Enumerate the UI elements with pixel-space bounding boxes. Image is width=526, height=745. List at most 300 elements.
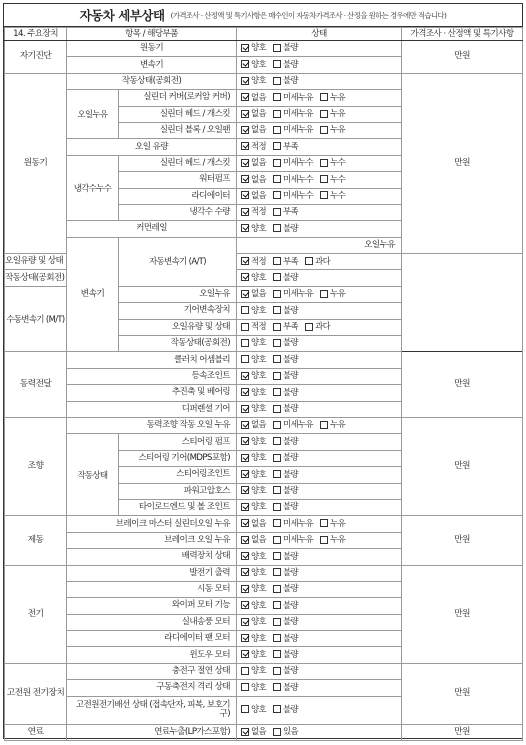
checked-box-icon[interactable] (241, 437, 249, 445)
option-leak[interactable]: 누유 (320, 534, 345, 545)
form-title-bar (4, 4, 522, 27)
option-good[interactable]: 양호 (241, 704, 266, 715)
status-el-generator (237, 565, 402, 581)
option-good[interactable]: 양호 (241, 551, 266, 562)
checkbox-icon[interactable] (273, 273, 281, 281)
section-self-diagnosis: 자기진단 (5, 41, 67, 74)
option-proper[interactable]: 적정 (241, 141, 266, 152)
checkbox-icon[interactable] (273, 437, 281, 445)
option-leak[interactable]: 누유 (320, 518, 345, 529)
option-bad[interactable]: 불량 (273, 583, 298, 594)
status-pw-diff (237, 401, 402, 417)
checkbox-icon[interactable] (320, 175, 328, 183)
item-br-master: 브레이크 마스터 실린더오일 누유 (67, 516, 237, 532)
checkbox-icon[interactable] (305, 323, 313, 331)
option-bad[interactable]: 불량 (273, 567, 298, 578)
option-bad[interactable]: 불량 (273, 665, 298, 676)
item-en-oil-level: 오일 유량 (67, 139, 237, 155)
status-st-hose (237, 483, 402, 499)
option-none[interactable]: 없음 (241, 157, 266, 168)
option-good[interactable]: 양호 (241, 600, 266, 611)
checked-box-icon[interactable] (241, 44, 249, 52)
checkbox-icon[interactable] (273, 585, 281, 593)
checked-box-icon[interactable] (241, 257, 249, 265)
form-title-note: (가격조사 · 산정액 및 특기사항은 매수인이 자동차가격조사 · 산정을 원하는 경우에만 적습니다) (170, 10, 447, 20)
checkbox-icon[interactable] (273, 405, 281, 413)
checked-box-icon[interactable] (241, 208, 249, 216)
item-pw-cv-joint: 등속조인트 (67, 368, 237, 384)
checked-box-icon[interactable] (241, 552, 249, 560)
option-bad[interactable]: 불량 (273, 305, 298, 316)
item-el-generator: 발전기 출력 (67, 565, 237, 581)
option-bad[interactable]: 불량 (273, 59, 298, 70)
option-good[interactable]: 양호 (241, 305, 266, 316)
item-el-blower: 실내송풍 모터 (67, 614, 237, 630)
checkbox-icon[interactable] (273, 93, 281, 101)
checked-box-icon[interactable] (241, 290, 249, 298)
checked-box-icon[interactable] (241, 454, 249, 462)
checked-box-icon[interactable] (241, 486, 249, 494)
option-none[interactable]: 없음 (241, 190, 266, 201)
checked-box-icon[interactable] (241, 60, 249, 68)
checked-box-icon[interactable] (241, 77, 249, 85)
option-good[interactable]: 양호 (241, 501, 266, 512)
status-mt-oil-level (237, 319, 402, 335)
option-good[interactable]: 양호 (241, 337, 266, 348)
item-en-operation: 작동상태(공회전) (67, 73, 237, 89)
status-st-pump (237, 434, 402, 450)
option-bad[interactable]: 불량 (273, 600, 298, 611)
item-fu-leak: 연료누출(LP가스포함) (67, 724, 237, 740)
checkbox-icon[interactable] (273, 503, 281, 511)
item-en-cyl-head-oil: 실린더 헤드 / 개스킷 (119, 106, 237, 122)
price-power[interactable]: 만원 (402, 352, 523, 418)
option-proper[interactable]: 적정 (241, 206, 266, 217)
checkbox-icon[interactable] (273, 634, 281, 642)
option-coolant-leak[interactable]: 누수 (320, 190, 345, 201)
item-sd-engine: 원동기 (67, 41, 237, 57)
option-none[interactable]: 없음 (241, 124, 266, 135)
checkbox-icon[interactable] (320, 421, 328, 429)
checked-box-icon[interactable] (241, 142, 249, 150)
checked-box-icon[interactable] (241, 470, 249, 478)
checkbox-icon[interactable] (320, 519, 328, 527)
status-el-window (237, 647, 402, 663)
option-bad[interactable]: 불량 (273, 337, 298, 348)
checked-box-icon[interactable] (241, 224, 249, 232)
checkbox-icon[interactable] (273, 667, 281, 675)
option-proper[interactable]: 적정 (241, 321, 266, 332)
checkbox-icon[interactable] (320, 290, 328, 298)
option-leak[interactable]: 누유 (320, 92, 345, 103)
checkbox-icon[interactable] (273, 175, 281, 183)
checked-box-icon[interactable] (241, 601, 249, 609)
item-at-oil-leak: 오일누유 (237, 237, 402, 253)
option-good[interactable]: 양호 (241, 403, 266, 414)
item-st-pump: 스티어링 펌프 (119, 434, 237, 450)
item-hv-battery: 구동축전지 격리 상태 (67, 680, 237, 696)
subgroup-coolant-leak: 냉각수누수 (67, 155, 119, 221)
status-st-joint (237, 467, 402, 483)
option-good[interactable]: 양호 (241, 616, 266, 627)
option-bad[interactable]: 불량 (273, 387, 298, 398)
status-hv-wiring (237, 696, 402, 724)
status-pw-shaft (237, 385, 402, 401)
status-en-radiator (237, 188, 402, 204)
option-bad[interactable]: 불량 (273, 704, 298, 715)
item-st-joint: 스티어링조인트 (119, 467, 237, 483)
checkbox-icon[interactable] (273, 683, 281, 691)
checkbox-icon[interactable] (241, 339, 249, 347)
option-good[interactable]: 양호 (241, 665, 266, 676)
checkbox-icon[interactable] (273, 618, 281, 626)
checkbox-icon[interactable] (273, 372, 281, 380)
status-en-common-rail (237, 221, 402, 237)
header-item: 항목 / 해당부품 (67, 28, 237, 41)
status-en-cyl-head-water (237, 155, 402, 171)
checked-box-icon[interactable] (241, 159, 249, 167)
option-bad[interactable]: 불량 (273, 452, 298, 463)
option-good[interactable]: 양호 (241, 223, 266, 234)
checked-box-icon[interactable] (241, 421, 249, 429)
item-at-operation: 작동상태(공회전) (5, 270, 67, 286)
section-engine: 원동기 (5, 73, 67, 253)
checked-box-icon[interactable] (241, 503, 249, 511)
option-bad[interactable]: 불량 (273, 616, 298, 627)
option-good[interactable]: 양호 (241, 469, 266, 480)
option-coolant-leak[interactable]: 누수 (320, 174, 345, 185)
checked-box-icon[interactable] (241, 568, 249, 576)
option-bad[interactable]: 불량 (273, 403, 298, 414)
header-price: 가격조사 · 산정액 및 특기사항 (402, 28, 523, 41)
option-minor[interactable]: 미세누유 (273, 288, 313, 299)
checkbox-icon[interactable] (273, 191, 281, 199)
checkbox-icon[interactable] (273, 306, 281, 314)
item-en-cyl-cover: 실린더 커버(로커암 커버) (119, 90, 237, 106)
status-sd-trans (237, 57, 402, 73)
checkbox-icon[interactable] (273, 601, 281, 609)
checkbox-icon[interactable] (273, 44, 281, 52)
option-minor[interactable]: 미세누유 (273, 92, 313, 103)
item-sd-trans: 변속기 (67, 57, 237, 73)
checkbox-icon[interactable] (273, 552, 281, 560)
checkbox-icon[interactable] (241, 306, 249, 314)
checkbox-icon[interactable] (273, 728, 281, 736)
checked-box-icon[interactable] (241, 634, 249, 642)
option-good[interactable]: 양호 (241, 452, 266, 463)
checkbox-icon[interactable] (273, 650, 281, 658)
item-pw-shaft: 추진축 및 베어링 (67, 385, 237, 401)
option-bad[interactable]: 불량 (273, 436, 298, 447)
section-steering: 조향 (5, 417, 67, 515)
option-leak[interactable]: 누유 (320, 108, 345, 119)
status-st-power-oil (237, 417, 402, 433)
option-minor[interactable]: 미세누유 (273, 534, 313, 545)
item-st-hose: 파워고압호스 (119, 483, 237, 499)
option-bad[interactable]: 불량 (273, 354, 298, 365)
option-bad[interactable]: 불량 (273, 682, 298, 693)
option-leak[interactable]: 누유 (320, 419, 345, 430)
checked-box-icon[interactable] (241, 585, 249, 593)
status-st-gear (237, 450, 402, 466)
checkbox-icon[interactable] (273, 486, 281, 494)
option-yes[interactable]: 있음 (273, 726, 298, 737)
option-short[interactable]: 부족 (273, 256, 298, 267)
status-el-starter (237, 581, 402, 597)
option-none[interactable]: 없음 (241, 174, 266, 185)
option-short[interactable]: 부족 (273, 206, 298, 217)
option-good[interactable]: 양호 (241, 42, 266, 53)
option-bad[interactable]: 불량 (273, 649, 298, 660)
option-bad[interactable]: 불량 (273, 370, 298, 381)
status-br-master (237, 516, 402, 532)
option-none[interactable]: 없음 (241, 534, 266, 545)
item-en-water-pump: 워터펌프 (119, 172, 237, 188)
checkbox-icon[interactable] (273, 208, 281, 216)
item-en-cyl-block: 실린더 블록 / 오일팬 (119, 122, 237, 138)
item-st-gear: 스티어링 기어(MDPS포함) (119, 450, 237, 466)
option-bad[interactable]: 불량 (273, 75, 298, 86)
status-en-cyl-head-oil (237, 106, 402, 122)
option-good[interactable]: 양호 (241, 59, 266, 70)
item-br-booster: 배력장치 상태 (67, 549, 237, 565)
inspection-form (3, 3, 523, 739)
option-minor-coolant[interactable]: 미세누수 (273, 190, 313, 201)
checkbox-icon[interactable] (273, 470, 281, 478)
checked-box-icon[interactable] (241, 405, 249, 413)
item-st-power-oil: 동력조향 작동 오일 누유 (67, 417, 237, 433)
checkbox-icon[interactable] (273, 224, 281, 232)
option-good[interactable]: 양호 (241, 485, 266, 496)
option-good[interactable]: 양호 (241, 682, 266, 693)
checked-box-icon[interactable] (241, 372, 249, 380)
checkbox-icon[interactable] (241, 667, 249, 675)
option-good[interactable]: 양호 (241, 272, 266, 283)
checkbox-icon[interactable] (273, 142, 281, 150)
price-electric[interactable]: 만원 (402, 565, 523, 663)
checkbox-icon[interactable] (273, 290, 281, 298)
checkbox-icon[interactable] (273, 355, 281, 363)
checkbox-icon[interactable] (273, 421, 281, 429)
section-electric: 전기 (5, 565, 67, 663)
status-hv-battery (237, 680, 402, 696)
item-el-wiper: 와이퍼 모터 기능 (67, 598, 237, 614)
checkbox-icon[interactable] (273, 454, 281, 462)
subgroup-steering-op: 작동상태 (67, 434, 119, 516)
option-good[interactable]: 양호 (241, 649, 266, 660)
price-engine[interactable]: 만원 (402, 73, 523, 253)
checkbox-icon[interactable] (320, 126, 328, 134)
price-steering[interactable]: 만원 (402, 417, 523, 515)
item-mt-gear-shift: 기어변속장치 (119, 303, 237, 319)
checkbox-icon[interactable] (273, 536, 281, 544)
checked-box-icon[interactable] (241, 650, 249, 658)
price-fuel[interactable]: 만원 (402, 724, 523, 740)
checkbox-icon[interactable] (273, 323, 281, 331)
item-el-window: 윈도우 모터 (67, 647, 237, 663)
checked-box-icon[interactable] (241, 273, 249, 281)
option-excess[interactable]: 과다 (305, 256, 330, 267)
subgroup-auto: 자동변속기 (A/T) (119, 237, 237, 286)
checkbox-icon[interactable] (241, 683, 249, 691)
status-el-radiator-fan (237, 631, 402, 647)
checkbox-icon[interactable] (241, 705, 249, 713)
item-pw-diff: 디퍼렌셜 기어 (67, 401, 237, 417)
status-pw-clutch (237, 352, 402, 368)
item-mt-oil-level: 오일유량 및 상태 (119, 319, 237, 335)
item-en-common-rail: 커먼레일 (67, 221, 237, 237)
item-el-radiator-fan: 라디에이터 팬 모터 (67, 631, 237, 647)
item-hv-insulation: 충전구 절연 상태 (67, 663, 237, 679)
option-none[interactable]: 없음 (241, 92, 266, 103)
checked-box-icon[interactable] (241, 191, 249, 199)
option-good[interactable]: 양호 (241, 633, 266, 644)
header-section: 14. 주요장치 (5, 28, 67, 41)
checkbox-icon[interactable] (273, 159, 281, 167)
status-pw-cv-joint (237, 368, 402, 384)
status-fu-leak (237, 724, 402, 740)
checkbox-icon[interactable] (273, 110, 281, 118)
section-fuel: 연료 (5, 724, 67, 740)
option-good[interactable]: 양호 (241, 354, 266, 365)
checkbox-icon[interactable] (273, 339, 281, 347)
item-st-tie-rod: 타이로드엔드 및 볼 조인트 (119, 499, 237, 515)
status-mt-gear-shift (237, 303, 402, 319)
status-en-coolant-level (237, 204, 402, 220)
checkbox-icon[interactable] (320, 159, 328, 167)
checkbox-icon[interactable] (273, 77, 281, 85)
checkbox-icon[interactable] (273, 388, 281, 396)
item-at-oil-level: 오일유량 및 상태 (5, 254, 67, 270)
status-el-blower (237, 614, 402, 630)
option-minor-coolant[interactable]: 미세누수 (273, 157, 313, 168)
checkbox-icon[interactable] (241, 355, 249, 363)
option-bad[interactable]: 불량 (273, 633, 298, 644)
option-leak[interactable]: 누유 (320, 288, 345, 299)
option-bad[interactable]: 불량 (273, 501, 298, 512)
status-br-oil (237, 532, 402, 548)
checked-box-icon[interactable] (241, 93, 249, 101)
section-hv: 고전원 전기장치 (5, 663, 67, 724)
option-minor[interactable]: 미세누유 (273, 419, 313, 430)
option-bad[interactable]: 불량 (273, 42, 298, 53)
section-power: 동력전달 (5, 352, 67, 418)
status-mt-operation (237, 336, 402, 352)
subgroup-manual: 수동변속기 (M/T) (5, 286, 67, 352)
item-en-coolant-level: 냉각수 수량 (119, 204, 237, 220)
item-mt-oil-leak: 오일누유 (119, 286, 237, 302)
option-good[interactable]: 양호 (241, 567, 266, 578)
checked-box-icon[interactable] (241, 618, 249, 626)
subgroup-oil-leak: 오일누유 (67, 90, 119, 139)
checked-box-icon[interactable] (241, 728, 249, 736)
item-pw-clutch: 클러치 어셈블리 (67, 352, 237, 368)
status-mt-oil-leak (237, 286, 402, 302)
option-bad[interactable]: 불량 (273, 551, 298, 562)
option-bad[interactable]: 불량 (273, 485, 298, 496)
checkbox-icon[interactable] (320, 93, 328, 101)
option-minor[interactable]: 미세누유 (273, 108, 313, 119)
checked-box-icon[interactable] (241, 126, 249, 134)
item-en-radiator: 라디에이터 (119, 188, 237, 204)
option-none[interactable]: 없음 (241, 726, 266, 737)
status-en-water-pump (237, 172, 402, 188)
checked-box-icon[interactable] (241, 388, 249, 396)
checkbox-icon[interactable] (273, 519, 281, 527)
option-good[interactable]: 양호 (241, 387, 266, 398)
checked-box-icon[interactable] (241, 536, 249, 544)
option-proper[interactable]: 적정 (241, 256, 266, 267)
item-br-oil: 브레이크 오일 누유 (67, 532, 237, 548)
form-title: 자동차 세부상태 (79, 8, 165, 23)
item-en-cyl-head-water: 실린더 헤드 / 개스킷 (119, 155, 237, 171)
price-self-diagnosis[interactable]: 만원 (402, 41, 523, 74)
checkbox-icon[interactable] (320, 191, 328, 199)
price-hv[interactable]: 만원 (402, 663, 523, 724)
option-none[interactable]: 없음 (241, 108, 266, 119)
option-bad[interactable]: 불량 (273, 272, 298, 283)
option-bad[interactable]: 불량 (273, 223, 298, 234)
checkbox-icon[interactable] (273, 257, 281, 265)
option-leak[interactable]: 누유 (320, 124, 345, 135)
checkbox-icon[interactable] (273, 60, 281, 68)
option-bad[interactable]: 불량 (273, 469, 298, 480)
status-en-operation (237, 73, 402, 89)
detail-status-table (4, 27, 523, 741)
option-good[interactable]: 양호 (241, 436, 266, 447)
item-hv-wiring: 고전원전기배선 상태 (접속단자, 피복, 보호기구) (67, 696, 237, 724)
option-good[interactable]: 양호 (241, 370, 266, 381)
item-el-starter: 시동 모터 (67, 581, 237, 597)
status-hv-insulation (237, 663, 402, 679)
status-en-oil-level (237, 139, 402, 155)
checkbox-icon[interactable] (320, 536, 328, 544)
option-short[interactable]: 부족 (273, 141, 298, 152)
price-braking[interactable]: 만원 (402, 516, 523, 565)
checked-box-icon[interactable] (241, 519, 249, 527)
option-coolant-leak[interactable]: 누수 (320, 157, 345, 168)
status-el-wiper (237, 598, 402, 614)
item-mt-operation: 작동상태(공회전) (119, 336, 237, 352)
status-en-cyl-cover (237, 90, 402, 106)
checkbox-icon[interactable] (305, 257, 313, 265)
option-good[interactable]: 양호 (241, 583, 266, 594)
option-minor-coolant[interactable]: 미세누수 (273, 174, 313, 185)
option-excess[interactable]: 과다 (305, 321, 330, 332)
option-minor[interactable]: 미세누유 (273, 518, 313, 529)
checkbox-icon[interactable] (241, 323, 249, 331)
status-st-tie-rod (237, 499, 402, 515)
header-status: 상태 (237, 28, 402, 41)
section-transmission: 변속기 (67, 237, 119, 352)
status-at-oil-level (237, 254, 402, 270)
status-at-operation (237, 270, 402, 286)
checkbox-icon[interactable] (273, 126, 281, 134)
checkbox-icon[interactable] (273, 705, 281, 713)
checked-box-icon[interactable] (241, 175, 249, 183)
option-none[interactable]: 없음 (241, 518, 266, 529)
checked-box-icon[interactable] (241, 110, 249, 118)
option-none[interactable]: 없음 (241, 288, 266, 299)
option-good[interactable]: 양호 (241, 75, 266, 86)
option-none[interactable]: 없음 (241, 419, 266, 430)
option-short[interactable]: 부족 (273, 321, 298, 332)
status-sd-engine (237, 41, 402, 57)
checkbox-icon[interactable] (320, 110, 328, 118)
status-en-cyl-block (237, 122, 402, 138)
checkbox-icon[interactable] (273, 568, 281, 576)
option-minor[interactable]: 미세누유 (273, 124, 313, 135)
